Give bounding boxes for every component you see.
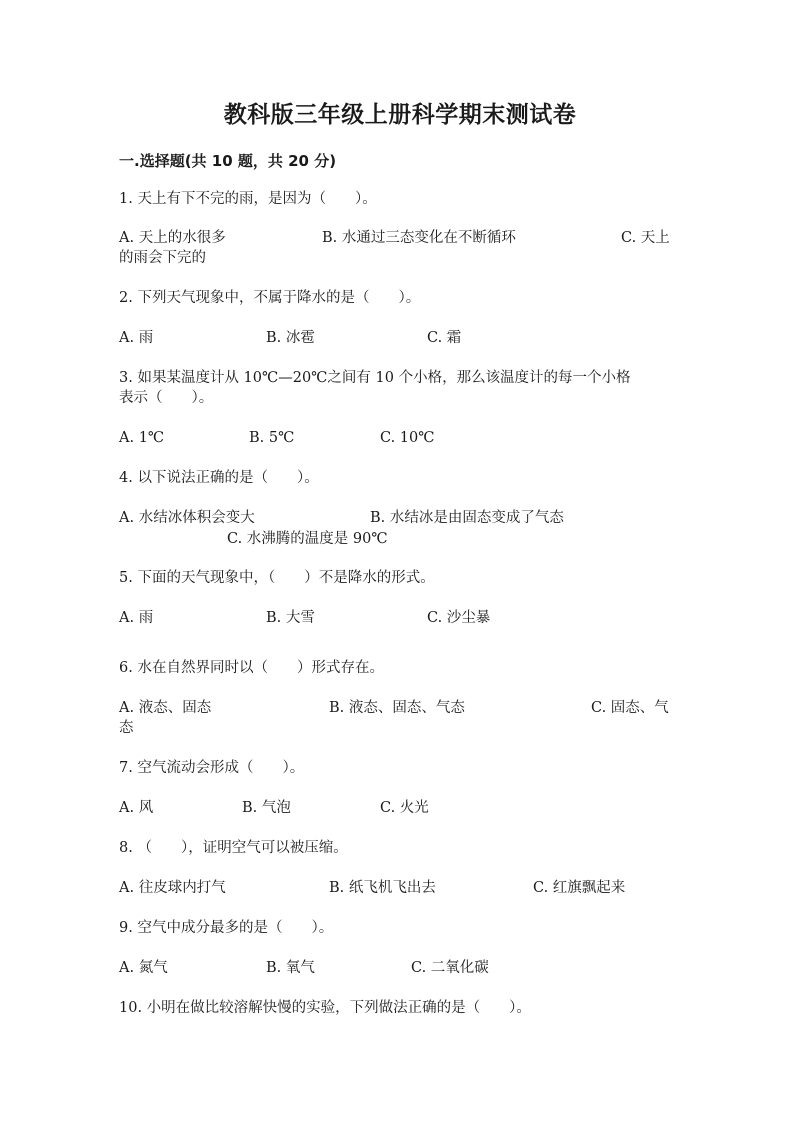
question-1-option-b: B. 水通过三态变化在不断循环 — [322, 230, 516, 246]
question-6-option-c-cont: 态 — [119, 720, 134, 736]
question-9-option-a: A. 氮气 — [119, 960, 168, 976]
question-8-stem: 8. （ ），证明空气可以被压缩。 — [119, 840, 348, 856]
question-3-stem-cont: 表示（ ）。 — [119, 390, 214, 406]
question-3-option-a: A. 1℃ — [119, 430, 165, 446]
question-5-stem: 5. 下面的天气现象中，（ ）不是降水的形式。 — [119, 570, 435, 586]
question-6-option-a: A. 液态、固态 — [119, 700, 212, 716]
question-4-option-b: B. 水结冰是由固态变成了气态 — [370, 510, 564, 526]
question-5-option-b: B. 大雪 — [266, 610, 315, 626]
question-8-option-a: A. 往皮球内打气 — [119, 880, 226, 896]
question-9-option-b: B. 氧气 — [266, 960, 315, 976]
question-1-option-c: C. 天上 — [621, 230, 670, 246]
question-10-stem: 10. 小明在做比较溶解快慢的实验，下列做法正确的是（ ）。 — [119, 1000, 531, 1016]
question-4-option-c: C. 水沸腾的温度是 90℃ — [227, 531, 388, 547]
question-3-option-b: B. 5℃ — [249, 430, 295, 446]
question-7-option-c: C. 火光 — [380, 800, 429, 816]
question-7-stem: 7. 空气流动会形成（ ）。 — [119, 760, 305, 776]
question-7-option-b: B. 气泡 — [242, 800, 291, 816]
question-3-option-c: C. 10℃ — [380, 430, 435, 446]
question-6-stem: 6. 水在自然界同时以（ ）形式存在。 — [119, 660, 384, 676]
question-1-option-c-cont: 的雨会下完的 — [119, 250, 206, 266]
question-1-stem: 1. 天上有下不完的雨，是因为（ ）。 — [119, 191, 377, 207]
question-7-option-a: A. 风 — [119, 800, 154, 816]
question-4-stem: 4. 以下说法正确的是（ ）。 — [119, 470, 319, 486]
question-2-stem: 2. 下列天气现象中，不属于降水的是（ ）。 — [119, 290, 421, 306]
question-5-option-a: A. 雨 — [119, 610, 154, 626]
question-4-option-a: A. 水结冰体积会变大 — [119, 510, 255, 526]
question-2-option-c: C. 霜 — [427, 330, 462, 346]
question-3-stem: 3. 如果某温度计从 10℃—20℃之间有 10 个小格，那么该温度计的每一个小格 — [119, 370, 631, 386]
question-9-stem: 9. 空气中成分最多的是（ ）。 — [119, 920, 334, 936]
question-8-option-b: B. 纸飞机飞出去 — [329, 880, 436, 896]
question-6-option-b: B. 液态、固态、气态 — [329, 700, 465, 716]
question-8-option-c: C. 红旗飘起来 — [533, 880, 626, 896]
question-9-option-c: C. 二氧化碳 — [411, 960, 489, 976]
question-2-option-b: B. 冰雹 — [266, 330, 315, 346]
section-heading: 一.选择题(共 10 题，共 20 分) — [119, 152, 337, 170]
page-title: 教科版三年级上册科学期末测试卷 — [223, 102, 577, 128]
question-2-option-a: A. 雨 — [119, 330, 154, 346]
question-6-option-c: C. 固态、气 — [591, 700, 669, 716]
question-1-option-a: A. 天上的水很多 — [119, 230, 226, 246]
question-5-option-c: C. 沙尘暴 — [427, 610, 491, 626]
